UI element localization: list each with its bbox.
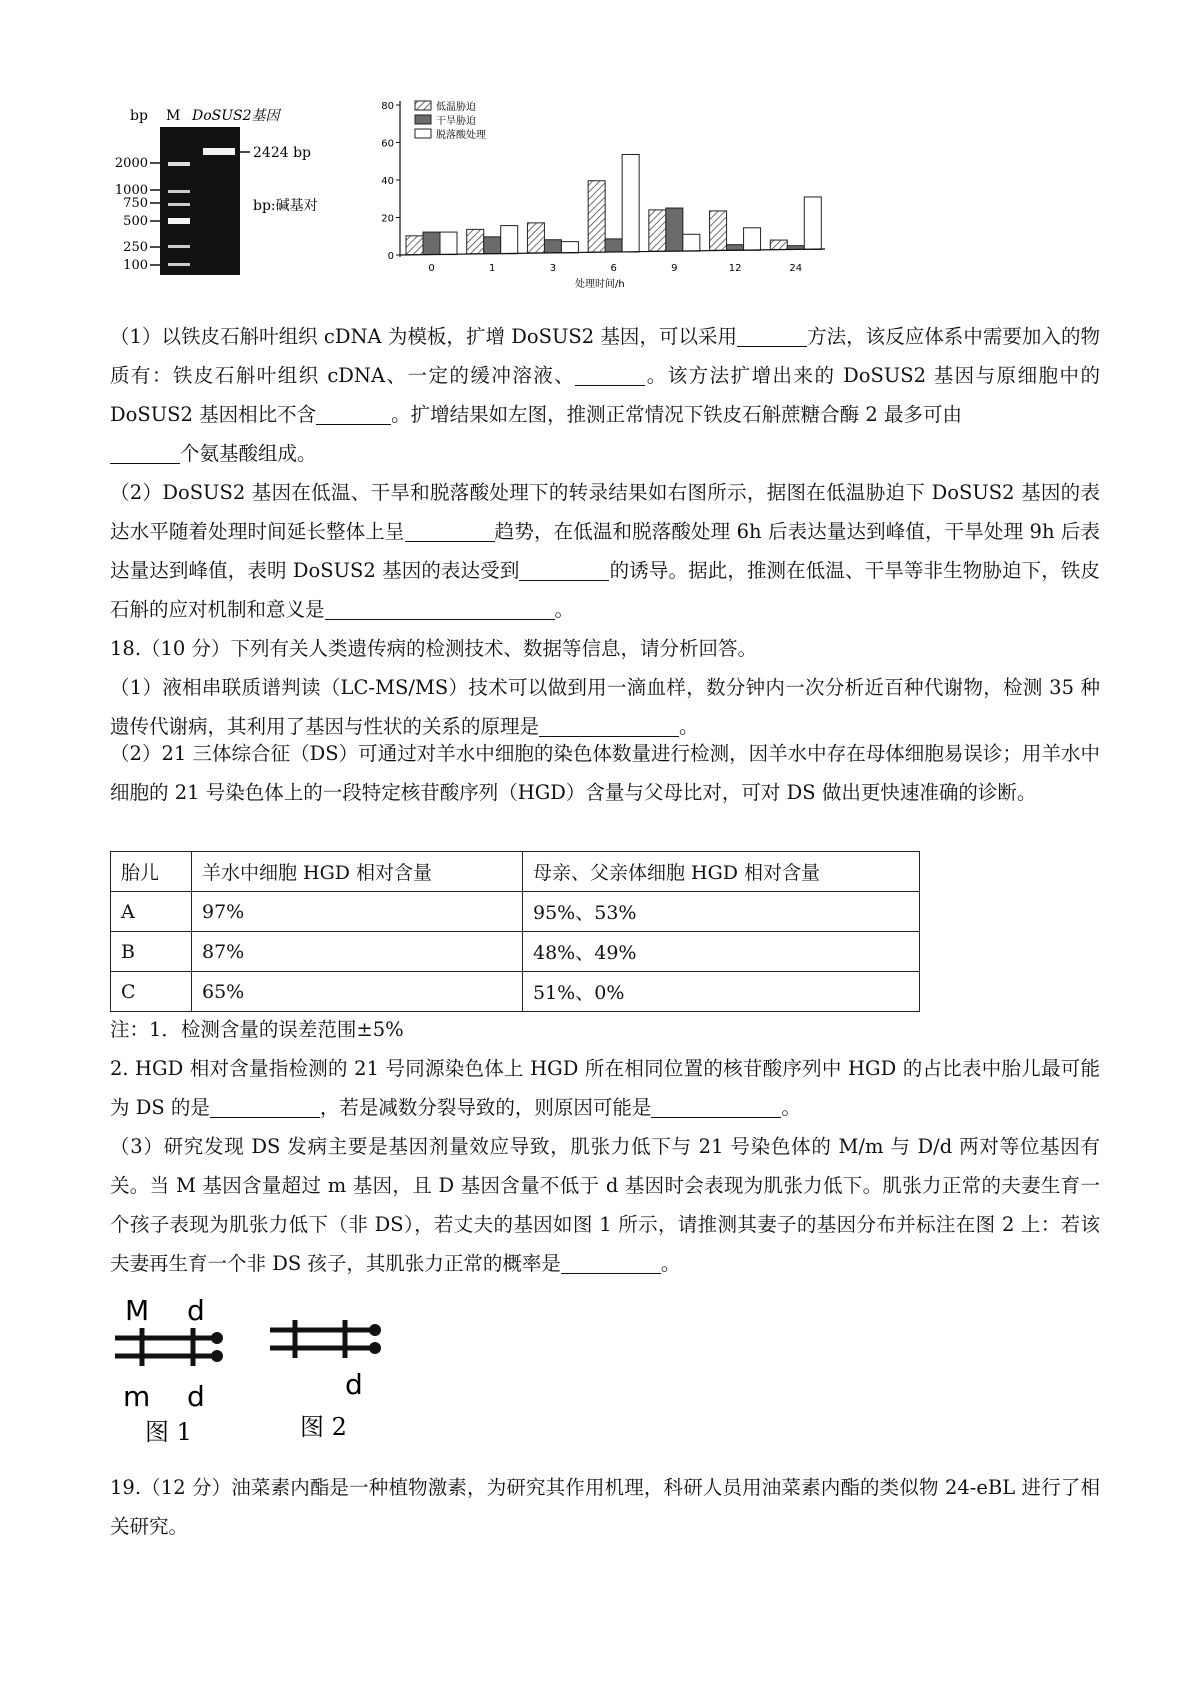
ladder-label: 500 xyxy=(123,214,148,229)
note2-text: ，若是减数分裂导致的，则原因可能是 xyxy=(319,1096,652,1119)
bar-低温胁迫 xyxy=(406,236,423,255)
legend-swatch xyxy=(415,101,431,110)
gene-label-d: d xyxy=(345,1368,363,1401)
bar-干旱胁迫 xyxy=(484,237,501,254)
bar-脱落酸处理 xyxy=(440,232,457,255)
bar-干旱胁迫 xyxy=(605,239,622,252)
bar-低温胁迫 xyxy=(710,211,727,250)
answer-blank[interactable] xyxy=(737,324,807,347)
legend xyxy=(415,100,486,141)
answer-blank[interactable] xyxy=(575,363,645,386)
q17-p1-text: （1）以铁皮石斛叶组织 cDNA 为模板，扩增 DoSUS2 基因，可以采用 xyxy=(110,325,738,348)
bar-脱落酸处理 xyxy=(501,226,518,254)
bars xyxy=(406,155,821,255)
gene-label-m: m xyxy=(123,1380,151,1413)
bar-干旱胁迫 xyxy=(727,245,744,251)
table-row xyxy=(111,972,920,1012)
answer-blank[interactable] xyxy=(210,1095,320,1118)
ladder-label: 1000 xyxy=(114,183,148,198)
q18-p1-text: 。 xyxy=(679,715,699,738)
gene-band xyxy=(203,148,235,155)
q17-p2-text: （2）DoSUS2 基因在低温、干旱和脱落酸处理下的转录结果如右图所示，据图在低温胁迫下 DoSUS2 基因的表达水平随着处理时间延长整体上呈 xyxy=(110,481,1100,543)
gel-marker-label: M xyxy=(166,108,181,124)
bar-低温胁迫 xyxy=(527,223,544,253)
note2-text: 。 xyxy=(781,1096,801,1119)
gene-label-d: d xyxy=(187,1380,205,1413)
q18-part3 xyxy=(110,1127,1100,1283)
bar-低温胁迫 xyxy=(649,210,666,251)
table-header-row xyxy=(111,852,920,892)
table-cell: 97% xyxy=(192,892,523,932)
q17-p1-text: 。该方法扩增出来的 DoSUS2 基因与原细胞中的 DoSUS2 基因相比不含 xyxy=(110,364,1100,426)
q18-p3-text: 。 xyxy=(660,1252,681,1275)
expression-bar-chart xyxy=(360,95,840,295)
gel-bp-label: bp xyxy=(130,108,148,124)
q17-p1-text: 方法，该反应体系中需要加入的物质有：铁皮石斛叶组织 cDNA、一定的缓冲溶液、 xyxy=(110,325,1100,387)
table-cell: 51%、0% xyxy=(523,972,920,1012)
x-tick-label: 9 xyxy=(671,263,678,274)
x-tick-label: 6 xyxy=(610,263,617,274)
legend-label: 低温胁迫 xyxy=(436,102,476,113)
bar-脱落酸处理 xyxy=(683,234,700,251)
figure-2-caption: 图 2 xyxy=(300,1413,347,1441)
answer-blank[interactable] xyxy=(405,519,495,542)
bar-脱落酸处理 xyxy=(622,155,639,253)
bar-低温胁迫 xyxy=(770,240,787,249)
q18-intro: 18.（10 分）下列有关人类遗传病的检测技术、数据等信息，请分析回答。 xyxy=(110,637,758,660)
q17-p1-text: 个氨基酸组成。 xyxy=(180,442,317,465)
x-tick-label: 3 xyxy=(549,263,557,274)
q18-part2: （2）21 三体综合征（DS）可通过对羊水中细胞的染色体数量进行检测，因羊水中存在母体细胞易误诊；用羊水中细胞的 21 号染色体上的一段特定核苷酸序列（HGD）含量与父母比对，可对 DS 做出更快速准确的诊断。 xyxy=(110,742,1100,804)
table-header: 羊水中细胞 HGD 相对含量 xyxy=(192,852,523,892)
chromosome-pair-2 xyxy=(270,1320,373,1358)
gene-label-M: M xyxy=(125,1294,150,1327)
bar-脱落酸处理 xyxy=(744,228,761,251)
hgd-table xyxy=(110,851,920,1012)
q18-p1-text: （1）液相串联质谱判读（LC-MS/MS）技术可以做到用一滴血样，数分钟内一次分析近百种代谢物，检测 35 种遗传代谢病，其利用了基因与性状的关系的原理是 xyxy=(110,676,1100,738)
table-row xyxy=(111,932,920,972)
y-tick-label: 0 xyxy=(387,251,394,262)
gene-band-size: 2424 bp xyxy=(253,145,312,161)
table-row xyxy=(111,892,920,932)
chromosome-figures xyxy=(115,1290,435,1450)
legend-swatch xyxy=(415,129,431,138)
table-cell: B xyxy=(111,932,192,972)
gel-gene-label: DoSUS2基因 xyxy=(192,108,280,124)
q17-p2-text: 的诱导。据此，推测在低温、干旱等非生物胁迫下，铁皮石斛的应对机制和意义是 xyxy=(110,559,1100,621)
y-tick-label: 20 xyxy=(381,213,394,225)
bar-低温胁迫 xyxy=(467,229,484,253)
answer-blank[interactable] xyxy=(325,597,555,620)
bar-脱落酸处理 xyxy=(561,242,578,253)
note2-text: 2. HGD 相对含量指检测的 21 号同源染色体上 HGD 所在相同位置的核苷酸序列中 HGD 的占比表中胎儿最可能为 DS 的是 xyxy=(110,1057,1100,1119)
chromosome-pair-1 xyxy=(115,1328,215,1366)
x-tick-label: 0 xyxy=(428,263,435,274)
y-tick-label: 80 xyxy=(381,101,394,112)
q17-p2-text: 。 xyxy=(554,598,575,621)
bar-干旱胁迫 xyxy=(666,208,683,251)
y-tick-label: 60 xyxy=(381,138,394,150)
figure-row xyxy=(110,95,1110,315)
bar-低温胁迫 xyxy=(588,181,605,252)
table-cell: C xyxy=(111,972,192,1012)
x-axis-title: 处理时间/h xyxy=(575,279,625,290)
legend-swatch xyxy=(415,115,431,124)
q17-p1-text: 。扩增结果如左图，推测正常情况下铁皮石斛蔗糖合酶 2 最多可由 xyxy=(391,403,962,426)
x-tick-label: 24 xyxy=(789,263,803,274)
gel-electrophoresis-figure xyxy=(110,95,350,305)
table-header: 胎儿 xyxy=(111,852,192,892)
bp-note: bp:碱基对 xyxy=(253,198,318,214)
answer-blank[interactable] xyxy=(110,441,180,464)
table-cell: 48%、49% xyxy=(523,932,920,972)
x-tick-label: 1 xyxy=(489,263,496,274)
y-axis xyxy=(381,101,400,262)
x-tick-label: 12 xyxy=(728,263,742,274)
legend-label: 干旱胁迫 xyxy=(436,116,476,127)
table-cell: A xyxy=(111,892,192,932)
x-axis xyxy=(400,249,825,274)
answer-blank[interactable] xyxy=(519,558,609,581)
answer-blank[interactable] xyxy=(651,1095,781,1118)
q18-p3-text: （3）研究发现 DS 发病主要是基因剂量效应导致，肌张力低下与 21 号染色体的 M/m 与 D/d 两对等位基因有关。当 M 基因含量超过 m 基因，且 D 基因含量不低于 d 基因时会表现为肌张力低下。肌张力正常的夫妻生育一个孩子表现为肌张力低下（非 DS），若丈夫的基因如图 1 所示，请推测其妻子的基因分布并标注在图 2 上：若该夫妻再生育一个非 DS 孩子，其肌张力正常的概率是 xyxy=(110,1135,1100,1275)
table-note-2 xyxy=(110,1049,1100,1127)
bar-干旱胁迫 xyxy=(423,232,440,255)
q17-part1 xyxy=(110,317,1100,473)
ladder-label: 750 xyxy=(123,196,148,211)
table-note-1: 注：1．检测含量的误差范围±5% xyxy=(110,1018,404,1041)
answer-blank[interactable] xyxy=(561,1251,661,1274)
legend-label: 脱落酸处理 xyxy=(436,130,486,141)
bar-干旱胁迫 xyxy=(544,240,561,253)
table-cell: 87% xyxy=(192,932,523,972)
ladder-label: 250 xyxy=(123,240,148,255)
gene-label-d: d xyxy=(187,1294,205,1327)
ladder-label: 100 xyxy=(123,258,148,273)
y-tick-label: 40 xyxy=(381,176,394,187)
answer-blank[interactable] xyxy=(316,402,391,425)
q17-part2 xyxy=(110,473,1100,629)
bar-脱落酸处理 xyxy=(804,197,821,250)
figure-1-caption: 图 1 xyxy=(145,1418,192,1446)
table-cell: 65% xyxy=(192,972,523,1012)
ladder-label: 2000 xyxy=(114,156,148,171)
q19-intro: 19.（12 分）油菜素内酯是一种植物激素，为研究其作用机理，科研人员用油菜素内酯的类似物 24-eBL 进行了相关研究。 xyxy=(110,1476,1100,1538)
table-header: 母亲、父亲体细胞 HGD 相对含量 xyxy=(523,852,920,892)
table-cell: 95%、53% xyxy=(523,892,920,932)
q17-p2-text: 趋势，在低温和脱落酸处理 6h 后表达量达到峰值，干旱处理 9h 后表达量达到峰值，表明 DoSUS2 基因的表达受到 xyxy=(110,520,1100,582)
